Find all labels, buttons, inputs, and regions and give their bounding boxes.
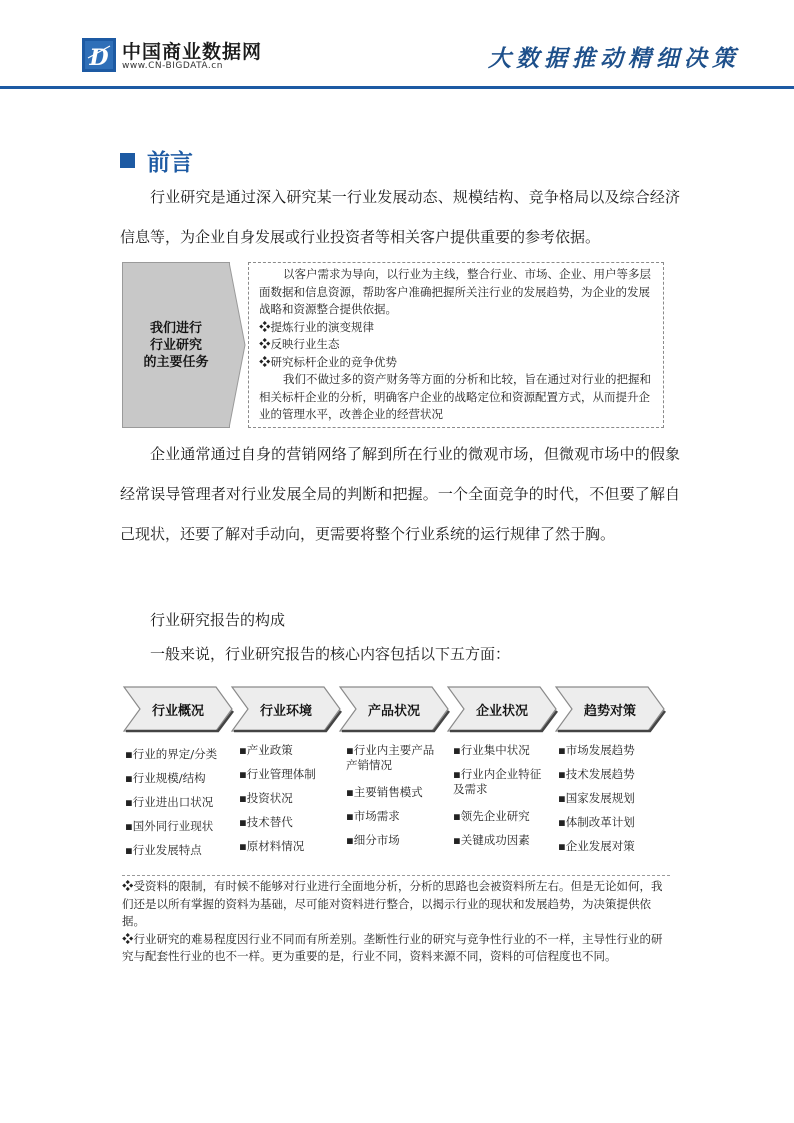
list-item: ▪关键成功因素 [453,833,530,847]
list-item: ▪领先企业研究 [453,809,530,823]
list-item: ▪行业内企业特征及需求 [453,767,542,796]
chevron-industry-overview [122,683,234,735]
tasks-label-box [122,262,230,428]
list-item: ▪行业的界定/分类 [125,747,218,761]
paragraph-market: 企业通常通过自身的营销网络了解到所在行业的微观市场，但微观市场中的假象经常误导管理者对行业发展全局的判断和把握。一个全面竞争的时代，不但要了解自己现状，还要了解对手动向，更需要将整个行业系统的运行规律了然于胸。 [120,445,680,543]
figure-notes [122,875,670,982]
tasks-label-line2: 行业研究 [149,338,202,353]
list-item: ▪投资状况 [239,791,293,805]
brand-name: 中国商业数据网 [122,41,263,63]
header-trend-strategy: 趋势对策 [583,704,636,719]
list-item: ▪行业进出口状况 [125,795,214,809]
paragraph-five-aspects: 一般来说，行业研究报告的核心内容包括以下五方面： [150,645,511,663]
paragraph-report-structure: 行业研究报告的构成 [150,611,286,629]
header-slogan: 大数据推动精细决策 [488,45,740,72]
list-item: ▪行业规模/结构 [125,771,206,785]
tasks-intro: 以客户需求为导向，以行业为主线，整合行业、市场、企业、用户等多层面数据和信息资源，帮助客户准确把握所关注行业的发展趋势，为企业的发展战略和资源整合提供依据。 [259,267,651,316]
list-item: ▪国家发展规划 [558,791,635,805]
logo-icon [82,38,116,72]
chevron-trend-strategy [554,683,666,735]
page-header [0,0,794,92]
tasks-bullet-3: ❖研究标杆企业的竞争优势 [259,354,397,369]
list-item: ▪行业集中状况 [453,743,530,757]
list-item: ▪行业发展特点 [125,843,202,857]
note-data-limitation: ❖受资料的限制，有时候不能够对行业进行全面地分析，分析的思路也会被资料所左右。但是无论如何，我们还是以所有掌握的资料为基础，尽可能对资料进行整合，以揭示行业的现状和发展趋势，为决策提供依据。 [122,879,663,928]
list-item: ▪企业发展对策 [558,839,635,853]
list-item: ▪细分市场 [346,833,400,847]
header-industry-environment: 行业环境 [259,704,312,719]
chevron-product-status [338,683,450,735]
list-item: ▪体制改革计划 [558,815,635,829]
report-content-figure [122,683,670,963]
list-item: ▪原材料情况 [239,839,305,853]
list-item: ▪行业管理体制 [239,767,316,781]
list-item: ▪主要销售模式 [346,785,423,799]
header-divider [0,86,794,89]
logo-letter: D [89,45,109,71]
list-item: ▪市场发展趋势 [558,743,635,757]
chevron-right-icon [229,262,247,428]
tasks-closing: 我们不做过多的资产财务等方面的分析和比较，旨在通过对行业的把握和相关标杆企业的分析，明确客户企业的战略定位和资源配置方式，从而提升企业的管理水平，改善企业的经营状况 [259,372,651,421]
header-product-status: 产品状况 [367,704,420,719]
header-enterprise-status: 企业状况 [475,704,528,719]
heading-square-icon [120,153,135,168]
list-item: ▪市场需求 [346,809,400,823]
chevron-enterprise-status [446,683,558,735]
note-research-difficulty: ❖行业研究的难易程度因行业不同而有所差别。垄断性行业的研究与竞争性行业的不一样，主导性行业的研究与配套性行业的也不一样。更为重要的是，行业不同，资料来源不同，资料的可信程度也不同。 [122,931,663,963]
header-industry-overview: 行业概况 [151,704,204,719]
list-item: ▪技术替代 [239,815,293,829]
list-item: ▪产业政策 [239,743,293,757]
tasks-label-line3: 的主要任务 [143,355,209,370]
tasks-label-line1: 我们进行 [149,321,202,336]
tasks-bullet-1: ❖提炼行业的演变规律 [259,319,374,334]
chevron-header-row [122,683,670,735]
brand-url: www.CN-BIGDATA.cn [122,61,223,71]
paragraph-intro: 行业研究是通过深入研究某一行业发展动态、规模结构、竞争格局以及综合经济信息等，为企业自身发展或行业投资者等相关客户提供重要的参考依据。 [120,188,680,246]
list-item: ▪技术发展趋势 [558,767,635,781]
list-item: ▪行业内主要产品产销情况 [346,743,435,772]
tasks-content-box [248,262,664,428]
list-item: ▪国外同行业现状 [125,819,214,833]
chevron-industry-environment [230,683,342,735]
research-tasks-figure [122,262,666,428]
tasks-bullet-2: ❖反映行业生态 [259,337,340,351]
section-title: 前言 [147,150,193,176]
